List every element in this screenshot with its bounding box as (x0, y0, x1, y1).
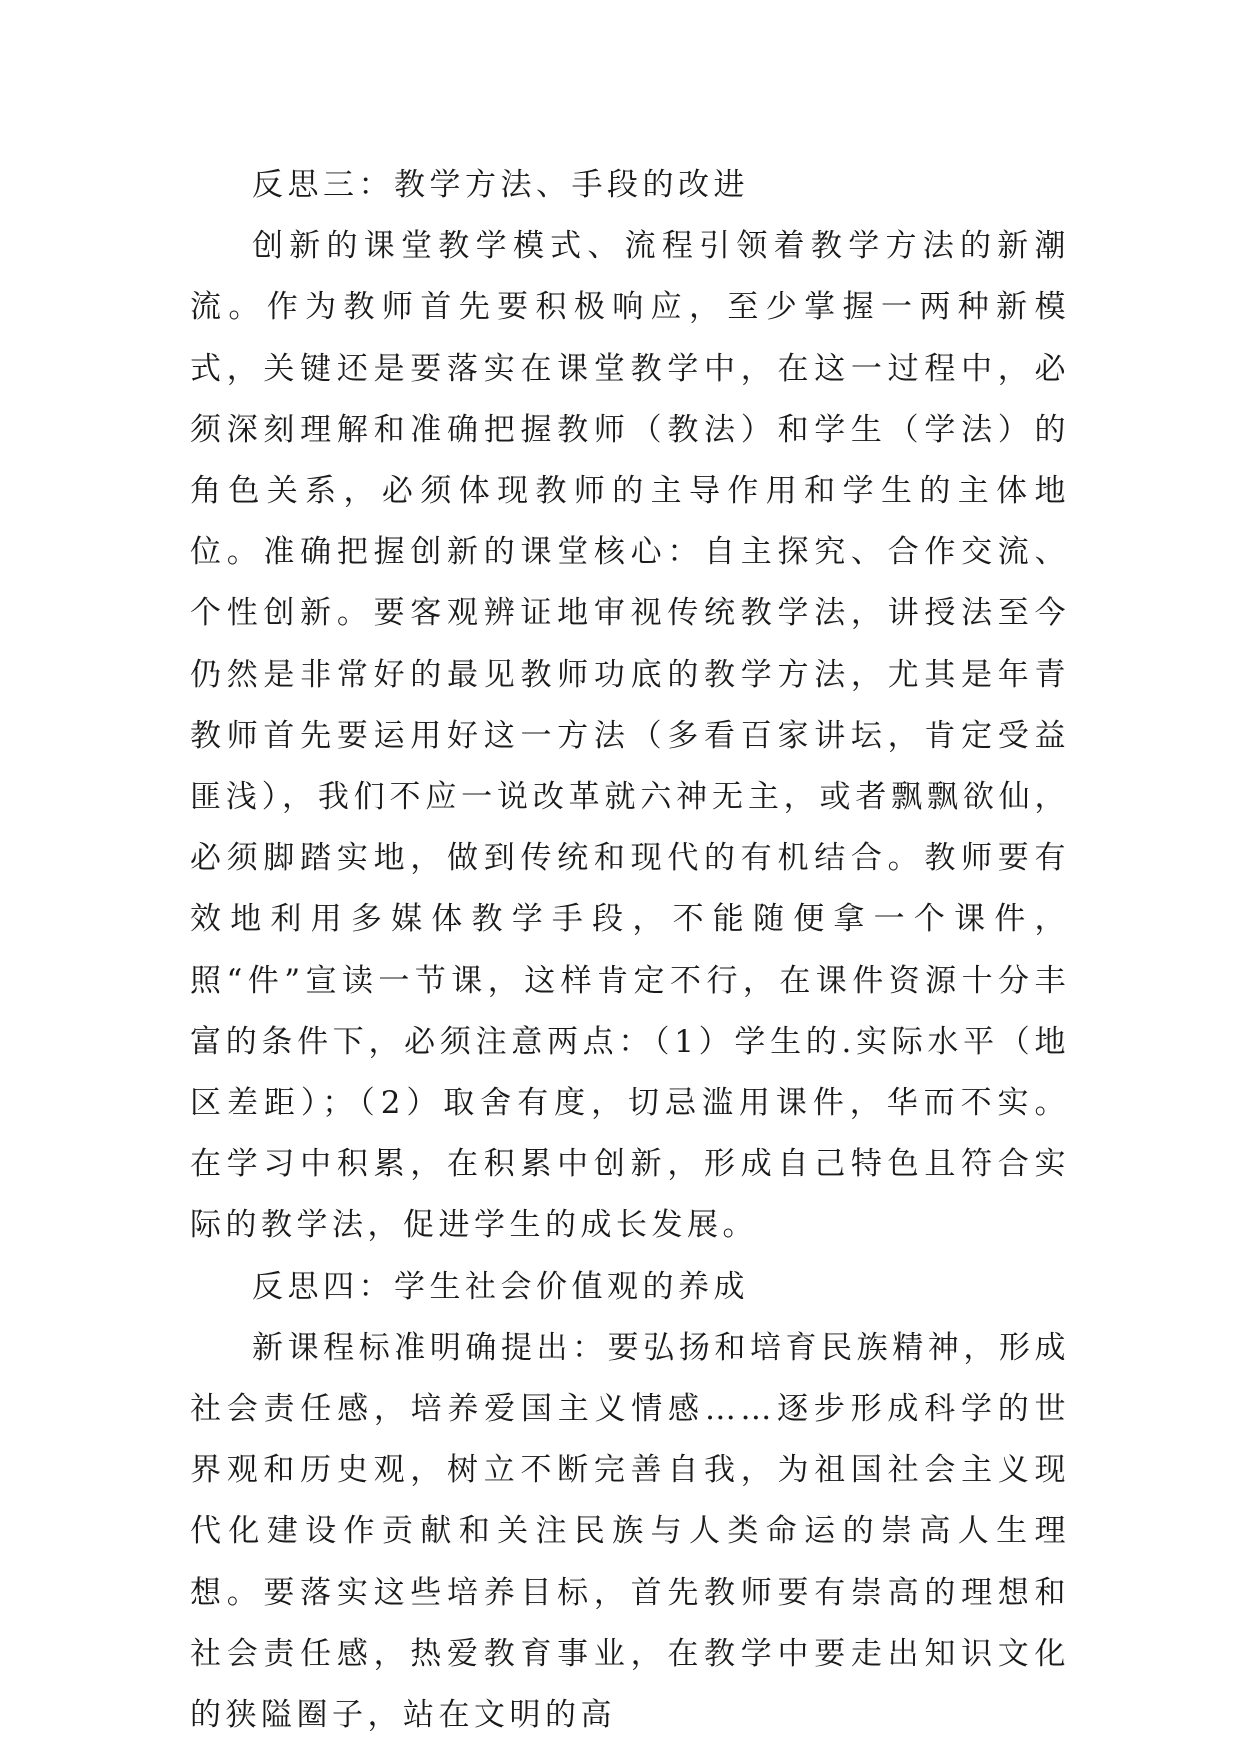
section-heading-reflection-4: 反思四：学生社会价值观的养成 (252, 1268, 749, 1305)
paragraph-reflection-3: 创新的课堂教学模式、流程引领着教学方法的新潮流。作为教师首先要积极响应，至少掌握一两种新模式，关键还是要落实在课堂教学中，在这一过程中，必须深刻理解和准确把握教师（教法）和学生（学法）的角色关系，必须体现教师的主导作用和学生的主体地位。准确把握创新的课堂核心：自主探究、合作交流、个性创新。要客观辨证地审视传统教学法，讲授法至今仍然是非常好的最见教师功底的教学方法，尤其是年青教师首先要运用好这一方法（多看百家讲坛，肯定受益匪浅），我们不应一说改革就六神无主，或者飘飘欲仙，必须脚踏实地，做到传统和现代的有机结合。教师要有效地利用多媒体教学手段，不能随便拿一个课件，照“件”宣读一节课，这样肯定不行，在课件资源十分丰富的条件下，必须注意两点：（1）学生的.实际水平（地区差距）；（2）取舍有度，切忌滥用课件，华而不实。在学习中积累，在积累中创新，形成自己特色且符合实际的教学法，促进学生的成长发展。 (190, 228, 1070, 1244)
section-heading-reflection-3: 反思三：教学方法、手段的改进 (252, 167, 749, 203)
document-body (190, 155, 1070, 1746)
paragraph-reflection-4: 新课程标准明确提出：要弘扬和培育民族精神，形成社会责任感，培养爱国主义情感……逐步形成科学的世界观和历史观，树立不断完善自我，为祖国社会主义现代化建设作贡献和关注民族与人类命运的崇高人生理想。要落实这些培养目标，首先教师要有崇高的理想和社会责任感，热爱教育事业，在教学中要走出知识文化的狭隘圈子，站在文明的高 (190, 1329, 1070, 1734)
